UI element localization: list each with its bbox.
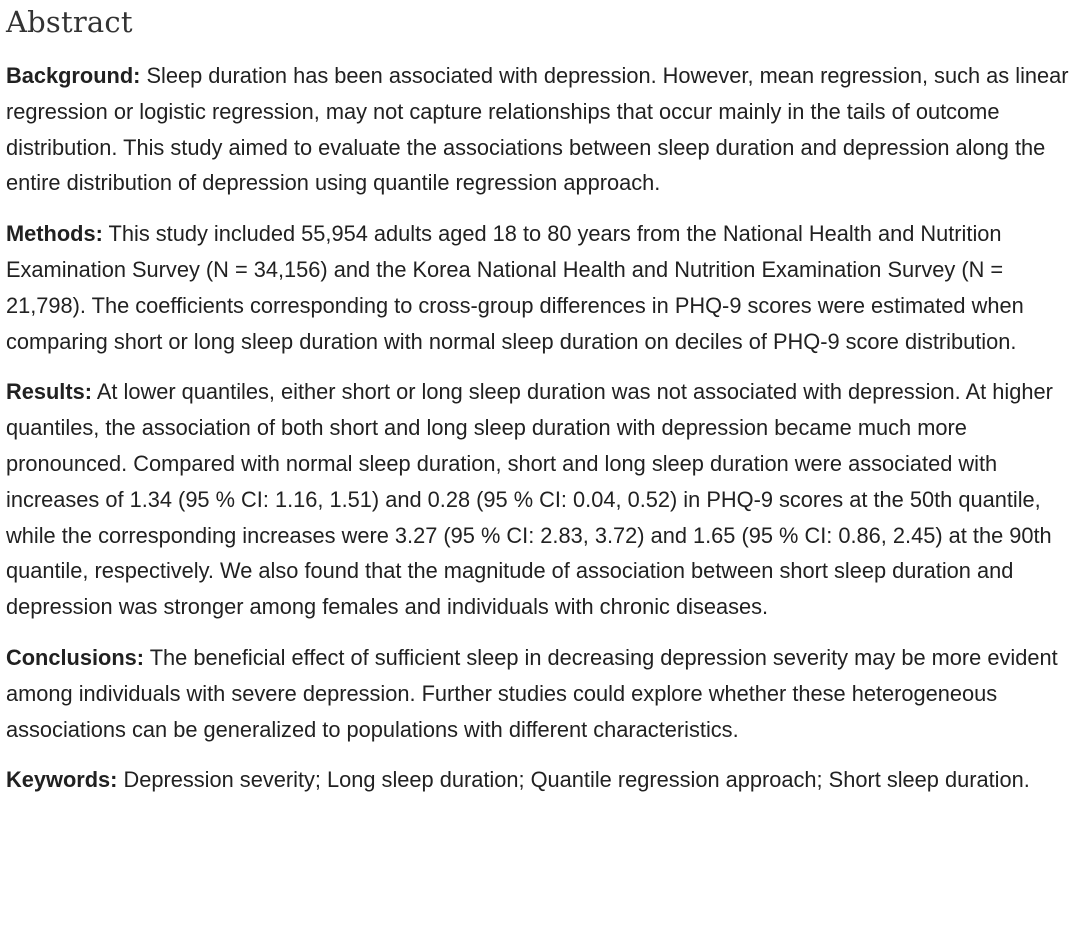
keywords-paragraph xyxy=(6,762,1076,798)
conclusions-text: The beneficial effect of sufficient sleep in decreasing depression severity may be more evident among individuals with severe depression. Further studies could explore whether these heterogeneous associations can be generalized to populations with different characteristics. xyxy=(6,644,1058,742)
abstract-container xyxy=(0,2,1080,798)
keywords-label: Keywords: xyxy=(6,767,118,793)
keywords-text: Depression severity; Long sleep duration; Quantile regression approach; Short sleep duration. xyxy=(117,767,1030,793)
abstract-heading: Abstract xyxy=(6,5,133,39)
methods-label: Methods: xyxy=(6,221,103,247)
conclusions-label: Conclusions: xyxy=(6,644,145,670)
results-label: Results: xyxy=(6,379,92,405)
results-text: At lower quantiles, either short or long sleep duration was not associated with depression. At higher quantiles, the association of both short and long sleep duration with depression became much more pronounced. Compared with normal sleep duration, short and long sleep duration were associated with increases of 1.34 (95 % CI: 1.16, 1.51) and 0.28 (95 % CI: 0.04, 0.52) in PHQ-9 scores at the 50th quantile, while the corresponding increases were 3.27 (95 % CI: 2.83, 3.72) and 1.65 (95 % CI: 0.86, 2.45) at the 90th quantile, respectively. We also found that the magnitude of association between short sleep duration and depression was stronger among females and individuals with chronic diseases. xyxy=(6,379,1053,620)
methods-text: This study included 55,954 adults aged 18 to 80 years from the National Health and Nutrition Examination Survey (N = 34,156) and the Korea National Health and Nutrition Examination Survey (N = 21,798). The coefficients corresponding to cross-group differences in PHQ-9 scores were estimated when comparing short or long sleep duration with normal sleep duration on deciles of PHQ-9 score distribution. xyxy=(6,221,1024,354)
methods-paragraph xyxy=(6,216,1076,359)
conclusions-paragraph xyxy=(6,640,1076,747)
results-paragraph xyxy=(6,374,1076,625)
background-paragraph xyxy=(6,58,1076,201)
background-text: Sleep duration has been associated with depression. However, mean regression, such as linear regression or logistic regression, may not capture relationships that occur mainly in the tails of outcome distribution. This study aimed to evaluate the associations between sleep duration and depression along the entire distribution of depression using quantile regression approach. xyxy=(6,63,1069,196)
background-label: Background: xyxy=(6,63,141,88)
